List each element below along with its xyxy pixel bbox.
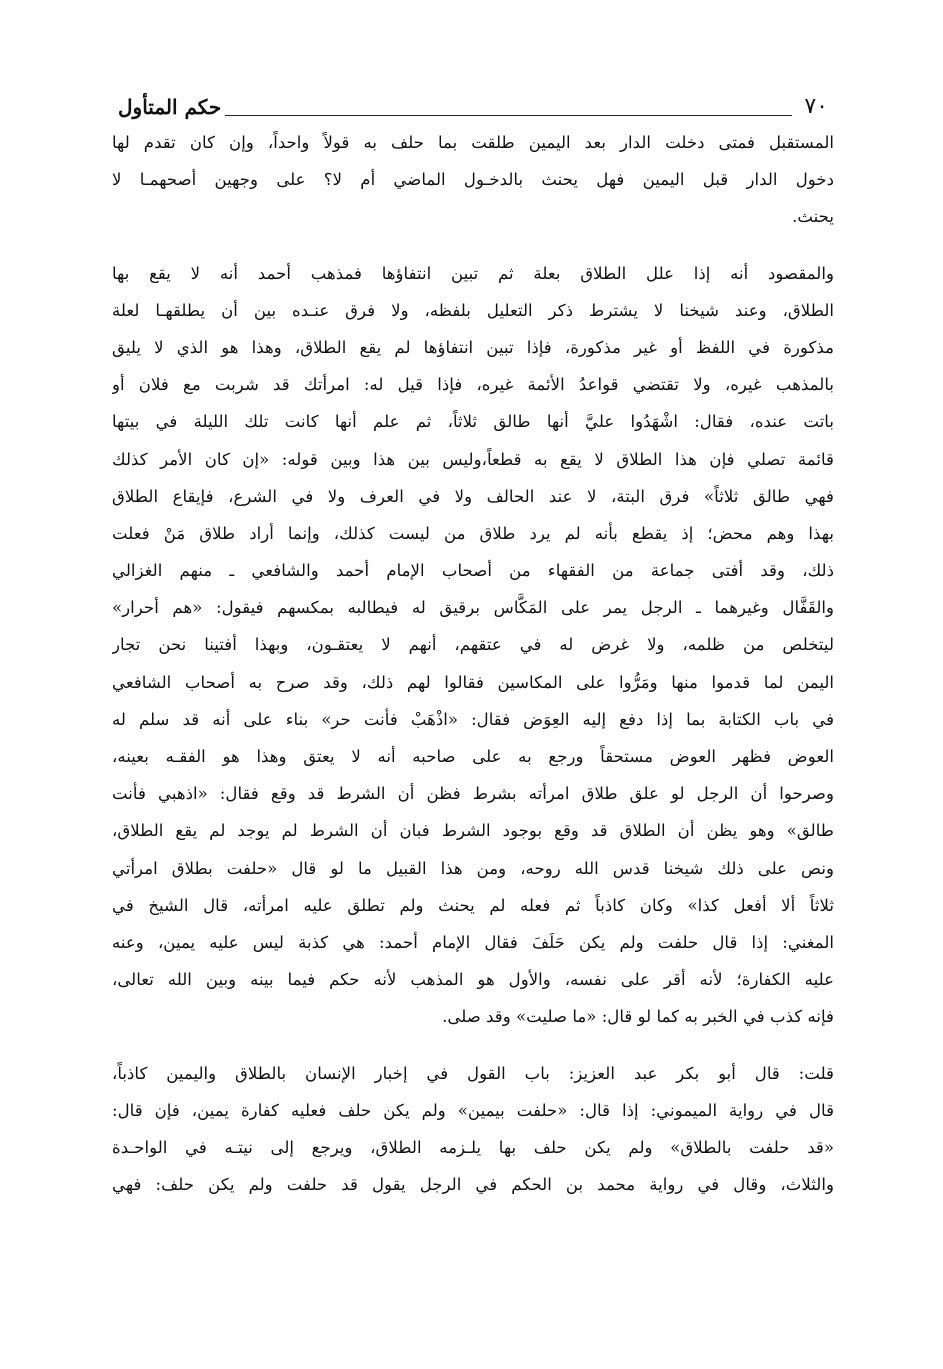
text-line: المستقبل فمتى دخلت الدار بعد اليمين طلقت بما حلف به قولاً واحداً، وإن كان تقدم لها (112, 133, 834, 152)
text-line: عليه الكفارة؛ لأنه أقر على نفسه، والأول هو المذهب لأنه حكم فيما بينه وبين الله تعالى، (112, 970, 834, 990)
text-line: بالمذهب غيره، ولا تقتضي قواعدُ الأئمة غيره، فإذا قيل له: امرأتك قد شربت مع فلان أو (112, 375, 834, 395)
body-text (112, 124, 834, 1203)
running-title: حكم المتأول (118, 95, 222, 119)
text-line: طالق» وهو يظن أن الطلاق قد وقع بوجود الشرط فبان أن الشرط لم يوجد لم يقع الطلاق، (112, 821, 834, 841)
text-line: في باب الكتابة بما إذا دفع إليه العِوَض فقال: «اذْهَبْ فأنت حر» بناء على أنه قد سلم له (112, 709, 834, 729)
text-line: ليتخلص من ظلمه، ولا غرض له في عتقهم، أنهم لا يعتقـون، وبهذا أفتينا نحن تجار (112, 635, 834, 655)
text-line: يحنث. (792, 207, 834, 227)
text-line: وصرحوا أن الرجل لو علق طلاق امرأته بشرط فظن أن الشرط قد وقع فقال: «اذهبي فأنت (112, 784, 834, 804)
paragraph-gap (112, 1036, 834, 1055)
text-line: ونص على ذلك شيخنا قدس الله روحه، ومن هذا القبيل ما لو قال «حلفت بطلاق امرأتي (112, 858, 834, 878)
text-line: مذكورة في اللفظ أو غير مذكورة، فإذا تبين انتفاؤها لم يقع الطلاق، وهذا هو الذي لا يليق (112, 337, 834, 357)
text-line: اليمن لما قدموا منها ومَرُّوا على المكاسين فقالوا لهم ذلك، وقد صرح به أصحاب الشافعي (112, 672, 834, 692)
paragraph-1 (112, 124, 834, 236)
text-line: ثلاثاً ألا أفعل كذا» وكان كاذباً ثم فعله لم يحنث ولم تطلق عليه امرأته، قال الشيخ في (112, 895, 834, 915)
page-number: ٧٠ (804, 94, 828, 119)
text-line: المغني: إذا قال حلفت ولم يكن حَلَفَ فقال الإمام أحمد: هي كذبة ليس عليه يمين، وعنه (112, 932, 834, 952)
text-line: الطلاق، وعند شيخنا لا يشترط ذكر التعليل بلفظه، ولا فرق عنـده بين أن يطلقهـا لعلة (112, 300, 834, 320)
paragraph-2 (112, 255, 834, 1036)
text-line: فهي طالق ثلاثاً» فرق البتة، لا عند الحالف ولا في العرف ولا في الشرع، فإيقاع الطلاق (112, 486, 834, 506)
text-line: والمقصود أنه إذا علل الطلاق بعلة ثم تبين انتفاؤها فمذهب أحمد أنه لا يقع بها (112, 263, 834, 283)
text-line: والقَفَّال وغيرهما ـ الرجل يمر على المَكَّاس برقيق له فيطالبه بمكسهم فيقول: «هم أحرار» (112, 598, 834, 618)
text-line: دخول الدار قبل اليمين فهل يحنث بالدخـول الماضي أم لا؟ على وجهين أصحهمـا لا (112, 170, 834, 190)
paragraph-gap (112, 236, 834, 255)
text-line: فإنه كذب في الخبر به كما لو قال: «ما صليت» وقد صلى. (442, 1007, 834, 1027)
text-line: قلت: قال أبو بكر عبد العزيز: باب القول في إخبار الإنسان بالطلاق واليمين كاذباً، (112, 1063, 834, 1083)
text-line: والثلاث، وقال في رواية محمد بن الحكم في الرجل يقول قد حلفت ولم يكن حلف: فهي (112, 1175, 834, 1195)
text-line: قائمة تصلي فإن هذا الطلاق لا يقع به قطعاً،وليس بين هذا وبين قوله: «إن كان الأمر كذلك (112, 449, 834, 469)
text-line: قال في رواية الميموني: إذا قال: «حلفت بيمين» ولم يكن حلف فعليه كفارة يمين، فإن قال: (112, 1100, 834, 1120)
text-line: ذلك، وقد أفتى جماعة من الفقهاء من أصحاب الإمام أحمد والشافعي ـ منهم الغزالي (112, 561, 834, 581)
paragraph-3 (112, 1055, 834, 1204)
header-rule (225, 115, 792, 116)
text-line: العوض فظهر العوض مستحقاً ورجع به على صاحبه أنه لا يعتق وهذا هو الفقـه بعينه، (112, 747, 834, 766)
text-line: «قد حلفت بالطلاق» ولم يكن حلف بها يلـزمه الطلاق، ويرجع إلى نيتـه في الواحـدة (112, 1137, 834, 1157)
running-header (118, 80, 828, 120)
text-line: باتت عنده، فقال: اشْهَدُوا عليَّ أنها طالق ثلاثاً، ثم علم أنها كانت تلك الليلة في بيتها (112, 412, 834, 432)
text-line: بهذا وهم محض؛ إذ يقطع بأنه لم يرد طلاق من ليست كذلك، وإنما أراد طلاق مَنْ فعلت (112, 523, 834, 543)
